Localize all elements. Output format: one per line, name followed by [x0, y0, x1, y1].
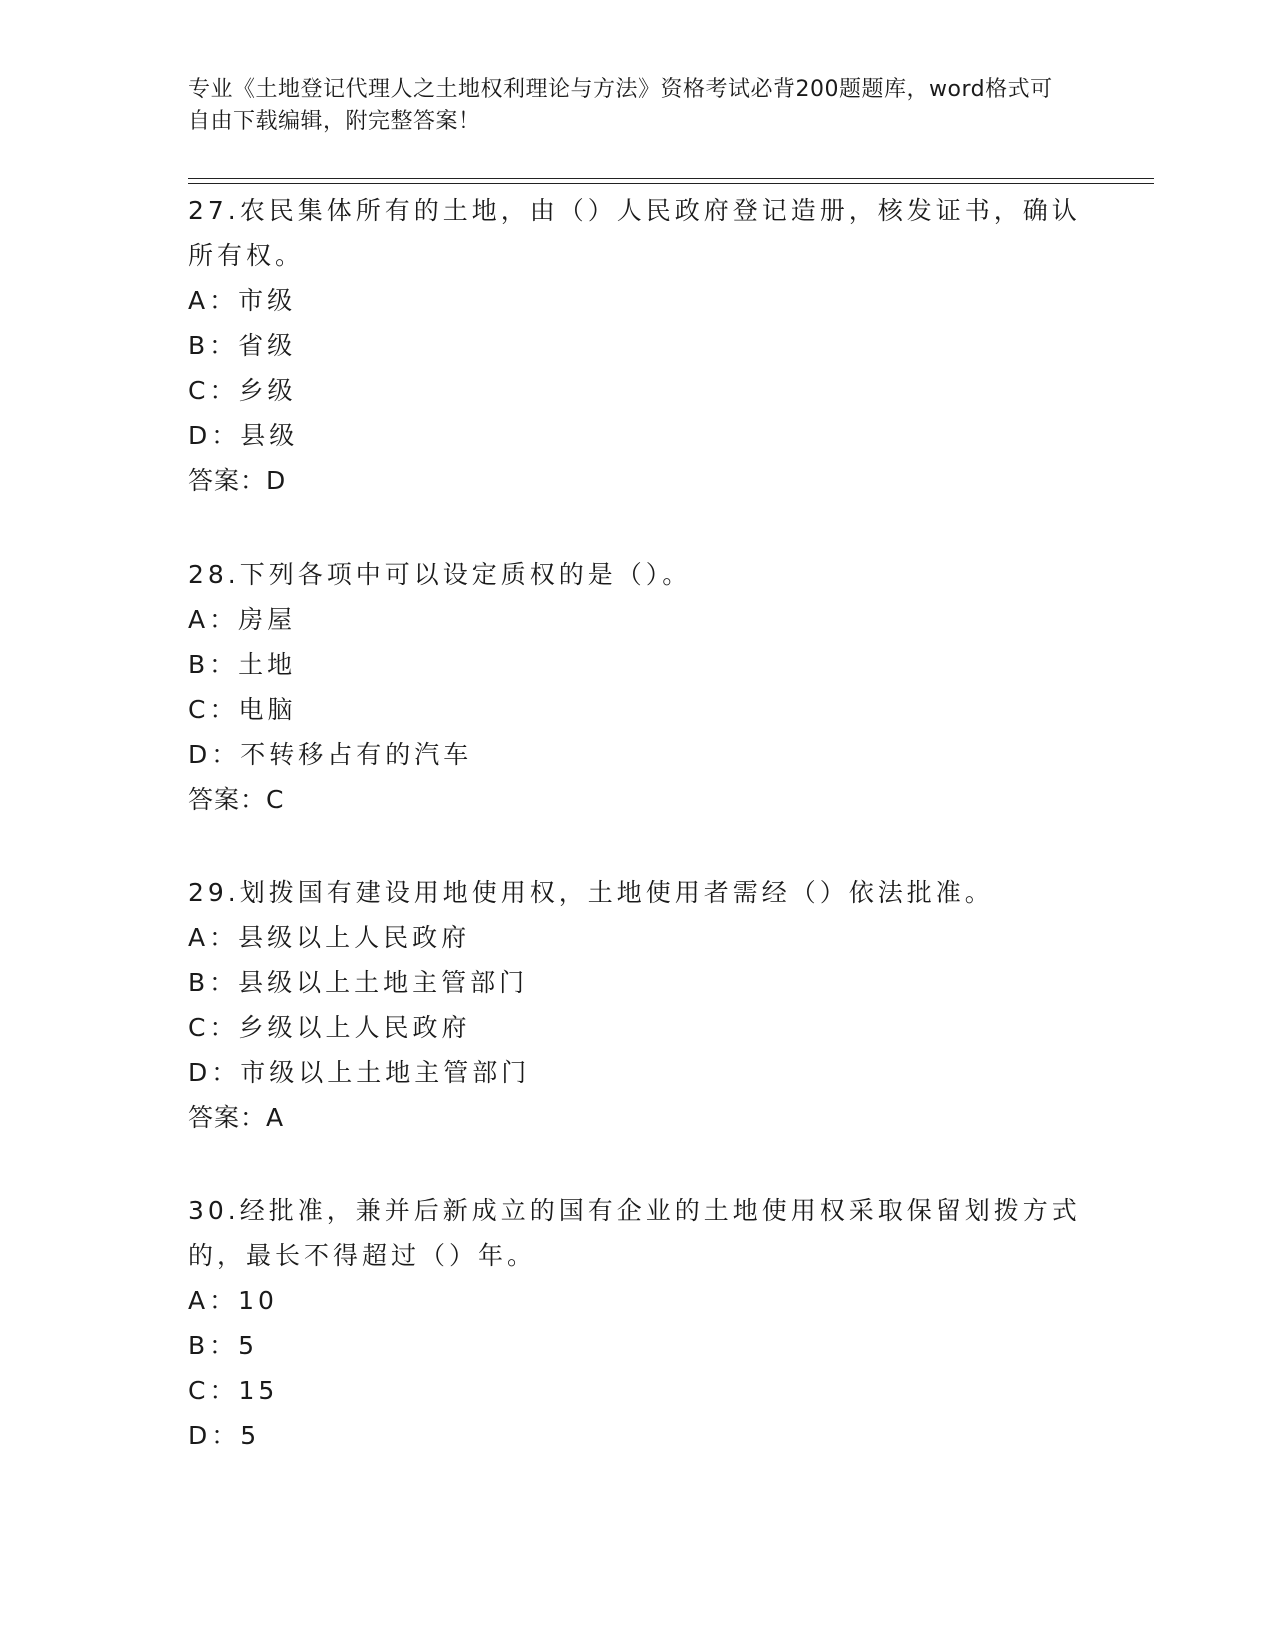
- question-text: 29.划拨国有建设用地使用权，土地使用者需经（）依法批准。: [188, 878, 994, 907]
- header-divider-top: [188, 178, 1154, 179]
- option-b: B：土地: [188, 650, 297, 679]
- answer-line: 答案：C: [188, 785, 285, 814]
- answer-line: 答案：D: [188, 466, 287, 495]
- option-b: B：县级以上土地主管部门: [188, 968, 529, 997]
- option-b: B：5: [188, 1331, 259, 1360]
- question-text: 28.下列各项中可以设定质权的是（）。: [188, 560, 692, 589]
- option-c: C：乡级: [188, 376, 297, 405]
- option-d: D：5: [188, 1421, 261, 1450]
- option-c: C：乡级以上人民政府: [188, 1013, 471, 1042]
- header-divider-bottom: [188, 183, 1154, 184]
- question-text: 27.农民集体所有的土地，由（）人民政府登记造册，核发证书，确认所有权。: [188, 196, 1081, 270]
- question-30: [188, 1188, 1088, 1458]
- question-29: [188, 870, 1088, 1140]
- answer-line: 答案：A: [188, 1103, 285, 1132]
- question-27: [188, 188, 1088, 503]
- option-a: A：房屋: [188, 605, 297, 634]
- question-text: 30.经批准，兼并后新成立的国有企业的土地使用权采取保留划拨方式的，最长不得超过（）年。: [188, 1196, 1081, 1270]
- option-a: A：市级: [188, 286, 297, 315]
- option-d: D：不转移占有的汽车: [188, 740, 473, 769]
- option-c: C：15: [188, 1376, 279, 1405]
- question-28: [188, 552, 1088, 822]
- option-a: A：县级以上人民政府: [188, 923, 471, 952]
- option-b: B：省级: [188, 331, 297, 360]
- document-header: 专业《土地登记代理人之土地权利理论与方法》资格考试必背200题题库，word格式可自由下载编辑，附完整答案！: [188, 77, 1053, 134]
- option-d: D：县级: [188, 421, 299, 450]
- option-d: D：市级以上土地主管部门: [188, 1058, 531, 1087]
- option-c: C：电脑: [188, 695, 297, 724]
- option-a: A：10: [188, 1286, 278, 1315]
